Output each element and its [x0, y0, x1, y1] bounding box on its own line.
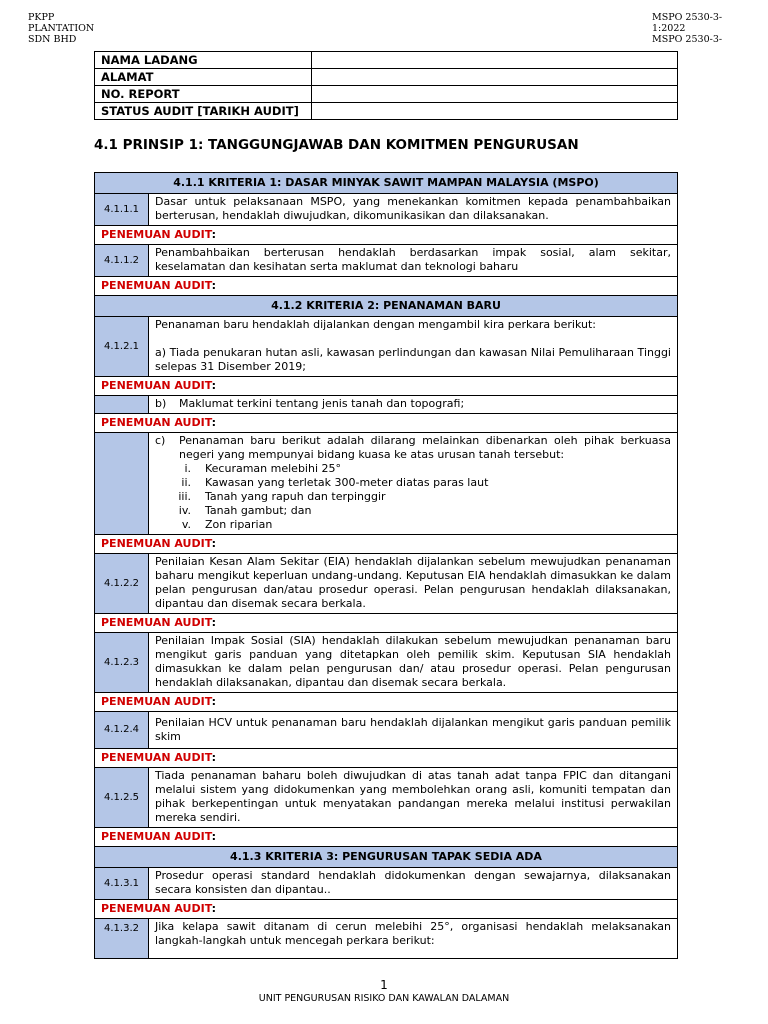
item-code: 4.1.1.1: [95, 194, 149, 226]
audit-finding-field[interactable]: PENEMUAN AUDIT:: [95, 749, 678, 768]
item-code: 4.1.1.2: [95, 245, 149, 277]
sub-item: ii. Kawasan yang terletak 300-meter diatas paras laut: [181, 476, 489, 489]
audit-finding-field[interactable]: PENEMUAN AUDIT:: [95, 414, 678, 433]
item-point-marker: b): [155, 397, 167, 410]
audit-finding-label: PENEMUAN AUDIT: [101, 695, 212, 708]
header-left-line3: SDN BHD: [28, 34, 77, 45]
audit-finding-label: PENEMUAN AUDIT: [101, 751, 212, 764]
checklist-row: [95, 868, 678, 900]
sub-item: v. Zon riparian: [181, 518, 273, 531]
checklist-row: [95, 396, 678, 414]
checklist-row: [95, 919, 678, 959]
audit-finding-label: PENEMUAN AUDIT: [101, 830, 212, 843]
item-text: Jika kelapa sawit ditanam di cerun melebihi 25°, organisasi hendaklah melaksanakan langkah-langkah untuk mencegah perkara berikut:: [149, 919, 678, 959]
header-right-line3: MSPO 2530-3-: [652, 34, 723, 45]
sub-item: iv. Tanah gambut; dan: [178, 504, 312, 517]
item-code: [95, 396, 149, 414]
item-text: Penilaian HCV untuk penanaman baru hendaklah dijalankan mengikut garis panduan pemilik skim: [149, 712, 678, 749]
audit-finding-field[interactable]: PENEMUAN AUDIT:: [95, 226, 678, 245]
checklist-row: [95, 194, 678, 226]
info-label-no-report: NO. REPORT: [95, 86, 312, 103]
checklist-row: [95, 554, 678, 614]
item-intro: Penanaman baru hendaklah dijalankan dengan mengambil kira perkara berikut:: [155, 318, 597, 331]
info-value-status-audit[interactable]: [312, 103, 678, 120]
item-text: [149, 396, 678, 414]
item-point-c: Penanaman baru berikut adalah dilarang melainkan dibenarkan oleh pihak berkuasa negeri yang mempunyai bidang kuasa ke atas urusan tanah tersebut:: [179, 434, 671, 461]
item-code: 4.1.3.2: [95, 919, 149, 959]
audit-finding-field[interactable]: PENEMUAN AUDIT:: [95, 614, 678, 633]
sub-item: i. Kecuraman melebihi 25°: [184, 462, 342, 475]
item-code: 4.1.2.4: [95, 712, 149, 749]
info-value-alamat[interactable]: [312, 69, 678, 86]
audit-finding-label: PENEMUAN AUDIT: [101, 616, 212, 629]
estate-info-table: [94, 51, 678, 120]
checklist-row: [95, 712, 678, 749]
checklist-row: [95, 768, 678, 828]
item-code: 4.1.2.3: [95, 633, 149, 693]
section-title: 4.1 PRINSIP 1: TANGGUNGJAWAB DAN KOMITMEN PENGURUSAN: [94, 137, 579, 153]
info-value-no-report[interactable]: [312, 86, 678, 103]
info-row: [95, 69, 678, 86]
item-point-b: Maklumat terkini tentang jenis tanah dan topografi;: [179, 397, 465, 410]
audit-finding-label: PENEMUAN AUDIT: [101, 416, 212, 429]
item-code: 4.1.2.5: [95, 768, 149, 828]
info-row: [95, 52, 678, 69]
info-row: [95, 86, 678, 103]
header-left: [28, 12, 138, 45]
audit-finding-label: PENEMUAN AUDIT: [101, 228, 212, 241]
checklist-row: [95, 633, 678, 693]
sub-item: iii. Tanah yang rapuh dan terpinggir: [178, 490, 386, 503]
criteria-2-heading: 4.1.2 KRITERIA 2: PENANAMAN BARU: [95, 296, 678, 317]
item-point-a: a) Tiada penukaran hutan asli, kawasan perlindungan dan kawasan Nilai Pemuliharaan Tinggi selepas 31 Disember 2019;: [155, 346, 671, 373]
criteria-3-heading: 4.1.3 KRITERIA 3: PENGURUSAN TAPAK SEDIA ADA: [95, 847, 678, 868]
criteria-1-heading: 4.1.1 KRITERIA 1: DASAR MINYAK SAWIT MAMPAN MALAYSIA (MSPO): [95, 173, 678, 194]
header-left-line1: PKPP: [28, 12, 55, 23]
audit-finding-field[interactable]: PENEMUAN AUDIT:: [95, 377, 678, 396]
item-text: [149, 433, 678, 535]
info-label-alamat: ALAMAT: [95, 69, 312, 86]
audit-finding-field[interactable]: PENEMUAN AUDIT:: [95, 535, 678, 554]
audit-finding-field[interactable]: PENEMUAN AUDIT:: [95, 900, 678, 919]
item-code: 4.1.2.1: [95, 317, 149, 377]
item-text: Tiada penanaman baharu boleh diwujudkan di atas tanah adat tanpa FPIC dan ditangani melalui sistem yang didokumenkan yang membolehkan orang asli, komuniti tempatan dan pihak berkepentingan untuk menyatakan pandangan mereka melalui institusi perwakilan mereka sendiri.: [149, 768, 678, 828]
header-right: [652, 12, 742, 45]
checklist-row: [95, 245, 678, 277]
audit-finding-field[interactable]: PENEMUAN AUDIT:: [95, 828, 678, 847]
item-text: Penilaian Impak Sosial (SIA) hendaklah dilakukan sebelum mewujudkan penanaman baru mengikut garis panduan yang ditetapkan oleh pemilik skim. Keputusan SIA hendaklah dimasukkan ke dalam pelan pengurusan dan/ atau prosedur operasi. Pelan pengurusan hendaklah dilaksanakan, dipantau dan disemak secara berkala.: [149, 633, 678, 693]
item-code: 4.1.2.2: [95, 554, 149, 614]
item-text: Dasar untuk pelaksanaan MSPO, yang menekankan komitmen kepada penambahbaikan berterusan, hendaklah diwujudkan, dikomunikasikan dan dilaksanakan.: [149, 194, 678, 226]
audit-finding-label: PENEMUAN AUDIT: [101, 537, 212, 550]
info-label-status-audit: STATUS AUDIT [TARIKH AUDIT]: [95, 103, 312, 120]
item-code: 4.1.3.1: [95, 868, 149, 900]
item-point-marker: c): [155, 434, 166, 447]
audit-checklist-table: [94, 172, 678, 959]
item-text: Penambahbaikan berterusan hendaklah berdasarkan impak sosial, alam sekitar, keselamatan dan kesihatan serta maklumat dan teknologi baharu: [149, 245, 678, 277]
audit-finding-label: PENEMUAN AUDIT: [101, 379, 212, 392]
item-code: [95, 433, 149, 535]
item-text: [149, 317, 678, 377]
header-right-line1: MSPO 2530-3-: [652, 12, 723, 23]
checklist-row: [95, 317, 678, 377]
header-right-line2: 1:2022: [652, 23, 686, 34]
audit-finding-label: PENEMUAN AUDIT: [101, 902, 212, 915]
item-text: Prosedur operasi standard hendaklah didokumenkan dengan sewajarnya, dilaksanakan secara konsisten dan dipantau..: [149, 868, 678, 900]
header-left-line2: PLANTATION: [28, 23, 95, 34]
item-text: Penilaian Kesan Alam Sekitar (EIA) hendaklah dijalankan sebelum mewujudkan penanaman baharu mengikut keperluan undang-undang. Keputusan EIA hendaklah dimasukkan ke dalam pelan pengurusan dan/atau prosedur operasi. Pelan pengurusan hendaklah dilaksanakan, dipantau dan disemak secara berkala.: [149, 554, 678, 614]
info-row: [95, 103, 678, 120]
page-number: 1: [380, 978, 388, 992]
audit-finding-field[interactable]: PENEMUAN AUDIT:: [95, 693, 678, 712]
info-value-nama-ladang[interactable]: [312, 52, 678, 69]
info-label-nama-ladang: NAMA LADANG: [95, 52, 312, 69]
checklist-row: [95, 433, 678, 535]
audit-finding-label: PENEMUAN AUDIT: [101, 279, 212, 292]
audit-finding-field[interactable]: PENEMUAN AUDIT:: [95, 277, 678, 296]
page-footer: UNIT PENGURUSAN RISIKO DAN KAWALAN DALAMAN: [258, 993, 510, 1004]
